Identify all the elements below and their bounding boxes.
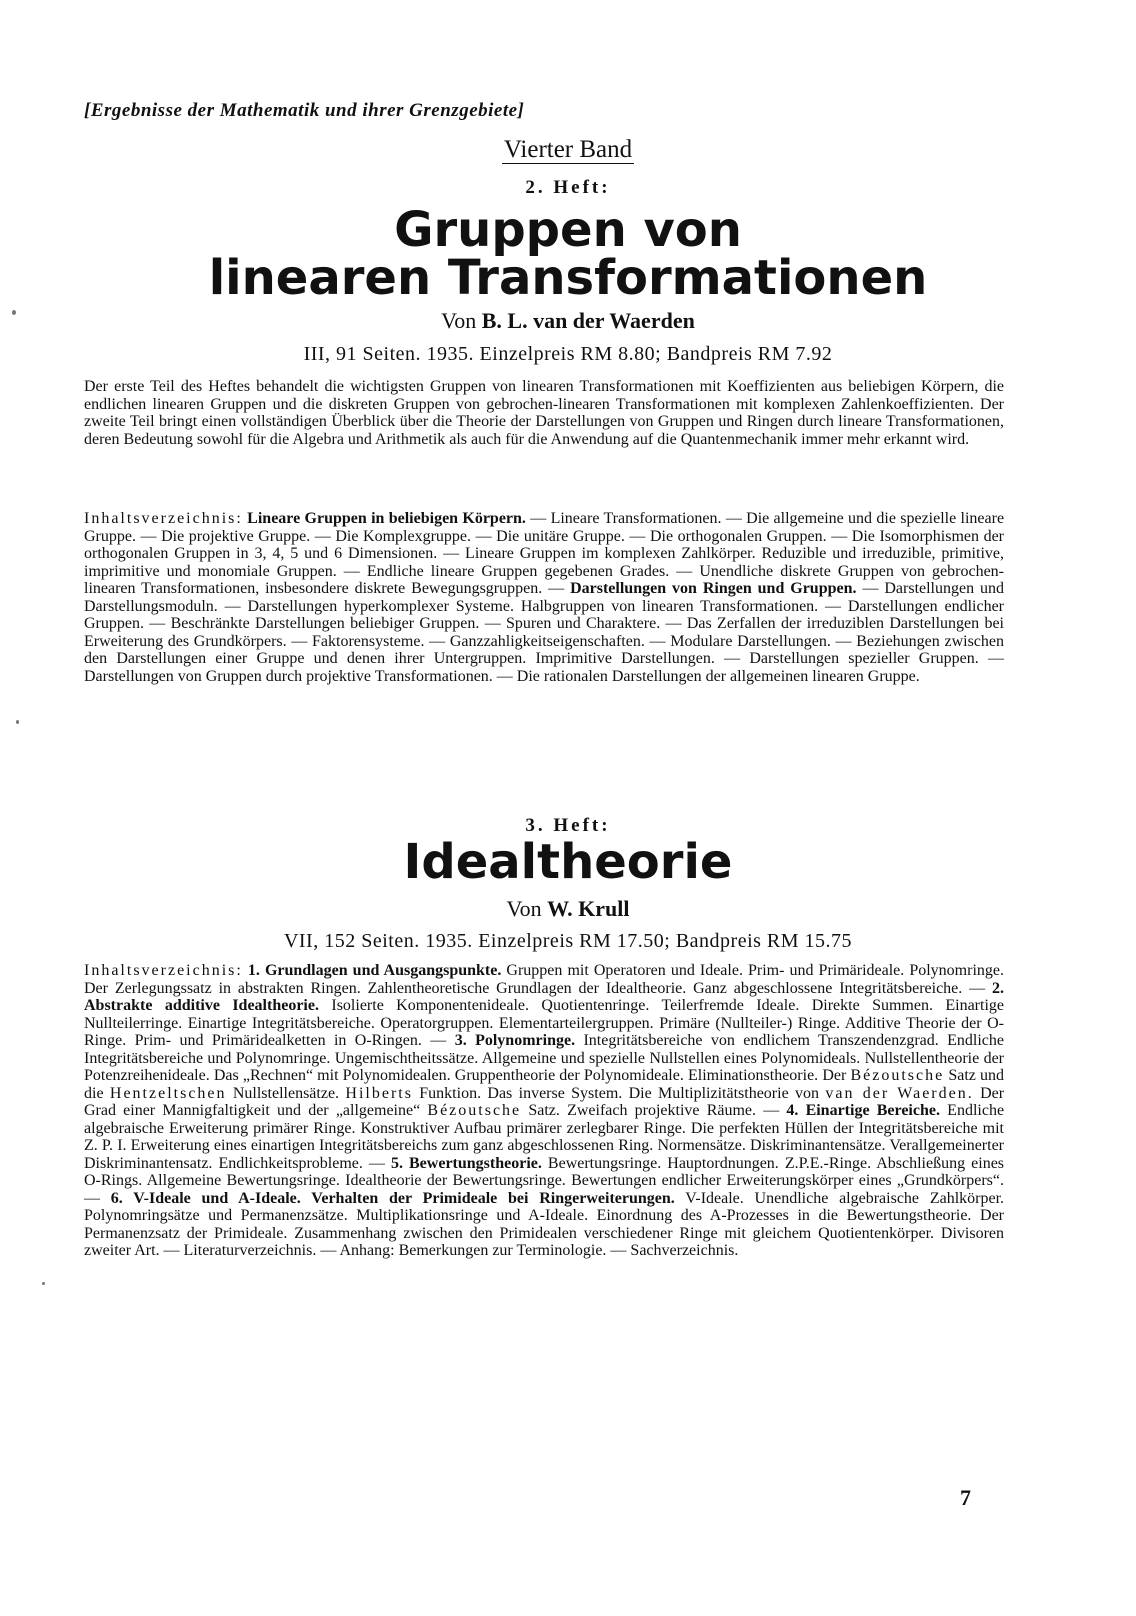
name-hentzelt: Hentzeltschen [109,1084,227,1102]
contents-heading-6: 6. V-Ideale und A-Ideale. Verhalten der Primideale bei Ringerweiterungen. [110,1189,675,1207]
contents-text-6: V-Ideale. Unendliche algebraische Zahlkörper. Polynomringsätze und Permanenzsätze. Multiplikationsringe und A-Ideale. Einordnung des A-Prozesses in die Bewertungstheorie. Der Permanenzsatz der Primideale. Zusammenhang zwischen den Primidealen verschiedener Ringe mit gleichem Quotientenkörper. Divisoren zweiter Art. — Literaturverzeichnis. — Anhang: Bemerkungen zur Terminologie. — Sachverzeichnis. [84,1189,1005,1259]
contents-text-1: Gruppen mit Operatoren und Ideale. Prim- und Primärideale. Polynomringe. Der Zerlegungssatz in abstrakten Ringen. Zahlentheoretische Grundlagen der Idealtheorie. Ganz abgeschlossene Integritätsbereiche. — [84,962,1004,997]
byline-prefix: Von [506,896,542,921]
heft-3-byline [0,896,1136,922]
contents-heading-1: 1. Grundlagen und Ausgangspunkte. [247,962,502,979]
contents-heading-4: 4. Einartige Bereiche. [786,1102,940,1119]
contents-text-1: — Lineare Transformationen. — Die allgemeine und die spezielle lineare Gruppe. — Die projektive Gruppe. — Die Komplexgruppe. — Die unitäre Gruppe. — Die orthogonalen Gruppen. — Die Isomorphismen der orthogonalen Gruppen in 3, 4, 5 und 6 Dimensionen. — Lineare Gruppen im komplexen Zahlkörper. Reduzible und irreduzible, primitive, imprimitive und monomiale Gruppen. — Endliche lineare Gruppen gegebenen Grades. — Unendliche diskrete Gruppen von gebrochen-linearen Transformationen, insbesondere diskrete Bewegungsgruppen. — [84,510,1005,597]
scan-speck [42,1282,45,1285]
heft-3-contents [84,962,1004,1260]
series-title: [Ergebnisse der Mathematik und ihrer Grenzgebiete] [84,100,525,121]
heft-2-author: B. L. van der Waerden [481,308,695,333]
contents-heading-2: Darstellungen von Ringen und Gruppen. [570,580,857,597]
volume-label: Vierter Band [503,136,633,163]
contents-text-3a: Integritätsbereiche von endlichem Transzendenzgrad. Endliche Integritätsbereiche und Polynomringe. Ungemischtheitssätze. Allgemeine und spezielle Nullstellen eines Polynomideals. Nullstellentheorie der Potenzreihenideale. Das „Rechnen“ mit Polynomidealen. Gruppentheorie der Polynomideale. Eliminationstheorie. Der [84,1032,1004,1084]
contents-text-2: Isolierte Komponentenideale. Quotientenringe. Teilerfremde Ideale. Direkte Summen. Einartige Nullteilerringe. Einartige Integritätsbereiche. Operatorgruppen. Elementarteilergruppen. Primäre (Nullteiler-) Ringe. Additive Theorie der O-Ringe. Prim- und Primäridealketten in O-Ringen. — [84,997,1005,1049]
contents-text-2: — Darstellungen und Darstellungsmoduln. — Darstellungen hyperkomplexer Systeme. Halbgruppen von linearen Transformationen. — Darstellungen endlicher Gruppen. — Beschränkte Darstellungen beliebiger Gruppen. — Spuren und Charaktere. — Das Zerfallen der irreduziblen Darstellungen bei Erweiterung des Grundkörpers. — Faktorensysteme. — Ganzzahligkeitseigenschaften. — Modulare Darstellungen. — Beziehungen zwischen den Darstellungen einer Gruppe und denen ihrer Untergruppen. Imprimitive Darstellungen. — Darstellungen spezieller Gruppen. — Darstellungen von Gruppen durch projektive Transformationen. — Die rationalen Darstellungen der allgemeinen linearen Gruppe. [84,580,1005,685]
byline-prefix: Von [441,308,477,333]
contents-text-3d: Funktion. Das inverse System. Die Multiplizitätstheorie von [419,1084,820,1102]
heft-2-title-line1: Gruppen von [394,202,742,258]
contents-text-3e: Der Grad einer Mannigfaltigkeit und der „allgemeine“ [84,1084,1005,1119]
contents-heading-5: 5. Bewertungstheorie. [390,1154,542,1172]
heft-3-author: W. Krull [547,896,630,921]
contents-heading-1: Lineare Gruppen in beliebigen Körpern. [247,510,526,527]
heft-3-title: Idealtheorie [403,834,733,890]
name-bezout-2: Bézoutsche [427,1102,522,1119]
name-hilbert: Hilberts [345,1084,413,1102]
contents-text-3f: Satz. Zweifach projektive Räume. — [528,1102,780,1119]
heft-3-meta: VII, 152 Seiten. 1935. Einzelpreis RM 17.50; Bandpreis RM 15.75 [283,930,853,952]
contents-label: Inhaltsverzeichnis: [84,510,243,527]
heft-2-contents [84,510,1004,685]
contents-heading-2: 2. Abstrakte additive Idealtheorie. [84,979,1005,1014]
heft-3-label: 3. Heft: [525,815,611,836]
name-van-der-waerden: van der Waerden. [825,1084,974,1102]
contents-text-3c: Nullstellensätze. [232,1084,340,1102]
heft-2-meta: III, 91 Seiten. 1935. Einzelpreis RM 8.80; Bandpreis RM 7.92 [303,343,833,365]
heft-2-description: Der erste Teil des Heftes behandelt die wichtigsten Gruppen von linearen Transformationen mit Koeffizienten aus beliebigen Körpern, die endlichen linearen Gruppen und die diskreten Gruppen von gebrochen-linearen Transformationen mit komplexen Zahlenkoeffizienten. Der zweite Teil bringt einen vollständigen Überblick über die Theorie der Darstellungen von Gruppen und Ringen durch lineare Transformationen, deren Bedeutung sowohl für die Algebra und Arithmetik als auch für die Anwendung auf die Quantenmechanik immer mehr erkannt wird. [84,378,1004,448]
name-bezout-1: Bézoutsche [850,1067,945,1084]
contents-heading-3: 3. Polynomringe. [454,1032,576,1049]
scan-speck [12,310,16,315]
page-number: 7 [960,1485,971,1510]
contents-label: Inhaltsverzeichnis: [84,962,243,979]
heft-2-byline [0,308,1136,334]
contents-text-5: Bewertungsringe. Hauptordnungen. Z.P.E.-Ringe. Abschließung eines O-Rings. Allgemeine Bewertungsringe. Idealtheorie der Bewertungsringe. Bewertungen endlicher Erweiterungskörper eines „Grundkörpers“. — [84,1154,1005,1207]
contents-text-4: Endliche algebraische Erweiterung primärer Ringe. Konstruktiver Aufbau primärer zerlegbarer Ringe. Die perfekten Hüllen der Integritätsbereiche mit Z. P. I. Erweiterung eines einartigen Integritätsbereichs zum ganz abgeschlossenen Ring. Normensätze. Diskriminantensätze. Verallgemeinerter Diskriminantensatz. Endlichkeitsprobleme. — [84,1102,1005,1172]
volume-heading [0,136,1136,164]
heft-2-label: 2. Heft: [525,177,611,198]
scan-speck [16,720,19,724]
contents-text-3b: Satz und die [84,1067,1005,1102]
heft-2-title-line2: linearen Transformationen [208,250,928,306]
